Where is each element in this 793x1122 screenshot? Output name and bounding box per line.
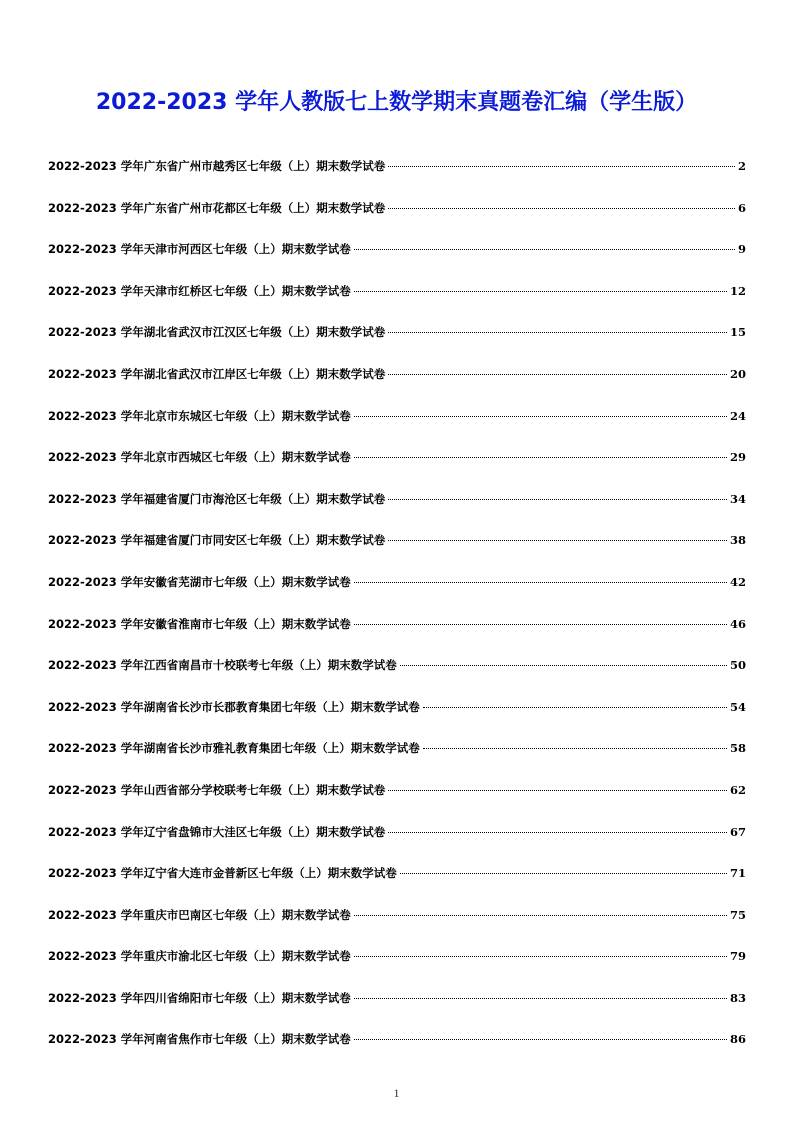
toc-entry-title: 2022-2023 学年天津市红桥区七年级（上）期末数学试卷 [48, 283, 351, 298]
toc-entry[interactable] [48, 693, 746, 735]
toc-entry[interactable] [48, 776, 746, 818]
toc-entry[interactable] [48, 859, 746, 901]
toc-entry-title: 2022-2023 学年四川省绵阳市七年级（上）期末数学试卷 [48, 990, 351, 1005]
toc-entry-page: 71 [729, 866, 746, 881]
toc-dot-leader [388, 832, 727, 833]
toc-entry-title: 2022-2023 学年广东省广州市花都区七年级（上）期末数学试卷 [48, 200, 386, 215]
toc-entry-page: 29 [729, 450, 746, 465]
toc-entry-page: 20 [729, 366, 746, 381]
toc-entry[interactable] [48, 734, 746, 776]
toc-entry-page: 34 [729, 491, 746, 506]
toc-entry-title: 2022-2023 学年湖北省武汉市江岸区七年级（上）期末数学试卷 [48, 366, 386, 381]
toc-entry-title: 2022-2023 学年湖北省武汉市江汉区七年级（上）期末数学试卷 [48, 325, 386, 340]
toc-entry[interactable] [48, 984, 746, 1026]
toc-entry[interactable] [48, 443, 746, 485]
toc-dot-leader [388, 208, 735, 209]
toc-dot-leader [354, 416, 727, 417]
toc-entry-title: 2022-2023 学年辽宁省大连市金普新区七年级（上）期末数学试卷 [48, 866, 397, 881]
toc-entry-title: 2022-2023 学年北京市东城区七年级（上）期末数学试卷 [48, 408, 351, 423]
toc-dot-leader [354, 249, 735, 250]
table-of-contents [48, 152, 746, 1067]
document-title: 2022-2023 学年人教版七上数学期末真题卷汇编（学生版） [95, 89, 698, 115]
toc-entry[interactable] [48, 651, 746, 693]
toc-entry-page: 83 [729, 990, 746, 1005]
toc-entry[interactable] [48, 942, 746, 984]
toc-entry-page: 2 [737, 159, 746, 173]
toc-entry-page: 79 [729, 949, 746, 964]
toc-dot-leader [354, 457, 727, 458]
toc-entry-page: 86 [729, 1032, 746, 1047]
toc-entry-title: 2022-2023 学年福建省厦门市同安区七年级（上）期末数学试卷 [48, 533, 386, 548]
toc-entry-title: 2022-2023 学年河南省焦作市七年级（上）期末数学试卷 [48, 1032, 351, 1047]
toc-dot-leader [400, 873, 727, 874]
toc-entry[interactable] [48, 610, 746, 652]
toc-dot-leader [400, 665, 727, 666]
toc-dot-leader [388, 790, 727, 791]
toc-entry-page: 42 [729, 574, 746, 589]
toc-entry-page: 62 [729, 782, 746, 797]
toc-entry-title: 2022-2023 学年天津市河西区七年级（上）期末数学试卷 [48, 242, 351, 257]
toc-entry[interactable] [48, 526, 746, 568]
toc-entry[interactable] [48, 901, 746, 943]
toc-entry-title: 2022-2023 学年重庆市巴南区七年级（上）期末数学试卷 [48, 907, 351, 922]
toc-entry[interactable] [48, 360, 746, 402]
toc-entry[interactable] [48, 318, 746, 360]
toc-entry-page: 54 [729, 699, 746, 714]
toc-entry-title: 2022-2023 学年山西省部分学校联考七年级（上）期末数学试卷 [48, 782, 386, 797]
toc-entry-page: 50 [729, 658, 746, 673]
toc-entry[interactable] [48, 818, 746, 860]
toc-dot-leader [388, 332, 727, 333]
toc-entry-page: 6 [737, 200, 746, 215]
toc-entry-title: 2022-2023 学年湖南省长沙市长郡教育集团七年级（上）期末数学试卷 [48, 699, 420, 714]
toc-dot-leader [354, 1039, 727, 1040]
toc-entry-title: 2022-2023 学年北京市西城区七年级（上）期末数学试卷 [48, 450, 351, 465]
toc-entry-page: 38 [729, 533, 746, 548]
toc-dot-leader [354, 624, 727, 625]
toc-dot-leader [354, 998, 727, 999]
toc-dot-leader [388, 540, 727, 541]
toc-dot-leader [423, 707, 727, 708]
page-number: 1 [393, 1086, 400, 1100]
toc-entry-title: 2022-2023 学年湖南省长沙市雅礼教育集团七年级（上）期末数学试卷 [48, 741, 420, 756]
toc-entry[interactable] [48, 194, 746, 236]
toc-entry-page: 12 [729, 283, 746, 298]
toc-dot-leader [388, 374, 727, 375]
toc-entry[interactable] [48, 568, 746, 610]
toc-entry-title: 2022-2023 学年广东省广州市越秀区七年级（上）期末数学试卷 [48, 159, 386, 173]
toc-dot-leader [388, 166, 735, 167]
toc-entry-title: 2022-2023 学年江西省南昌市十校联考七年级（上）期末数学试卷 [48, 658, 397, 673]
toc-entry-title: 2022-2023 学年辽宁省盘锦市大洼区七年级（上）期末数学试卷 [48, 824, 386, 839]
toc-entry-page: 75 [729, 907, 746, 922]
toc-entry-page: 67 [729, 824, 746, 839]
toc-dot-leader [388, 499, 727, 500]
toc-dot-leader [423, 748, 727, 749]
toc-entry[interactable] [48, 277, 746, 319]
toc-entry-page: 9 [737, 242, 746, 257]
toc-dot-leader [354, 291, 727, 292]
toc-entry[interactable] [48, 235, 746, 277]
toc-entry-page: 46 [729, 616, 746, 631]
toc-entry-title: 2022-2023 学年安徽省芜湖市七年级（上）期末数学试卷 [48, 574, 351, 589]
toc-dot-leader [354, 956, 727, 957]
toc-entry[interactable] [48, 152, 746, 194]
toc-entry-page: 15 [729, 325, 746, 340]
toc-entry-page: 24 [729, 408, 746, 423]
toc-entry-title: 2022-2023 学年重庆市渝北区七年级（上）期末数学试卷 [48, 949, 351, 964]
toc-entry[interactable] [48, 402, 746, 444]
toc-entry-page: 58 [729, 741, 746, 756]
toc-entry-title: 2022-2023 学年福建省厦门市海沧区七年级（上）期末数学试卷 [48, 491, 386, 506]
toc-entry[interactable] [48, 1025, 746, 1067]
toc-dot-leader [354, 582, 727, 583]
toc-entry[interactable] [48, 485, 746, 527]
toc-dot-leader [354, 915, 727, 916]
toc-entry-title: 2022-2023 学年安徽省淮南市七年级（上）期末数学试卷 [48, 616, 351, 631]
